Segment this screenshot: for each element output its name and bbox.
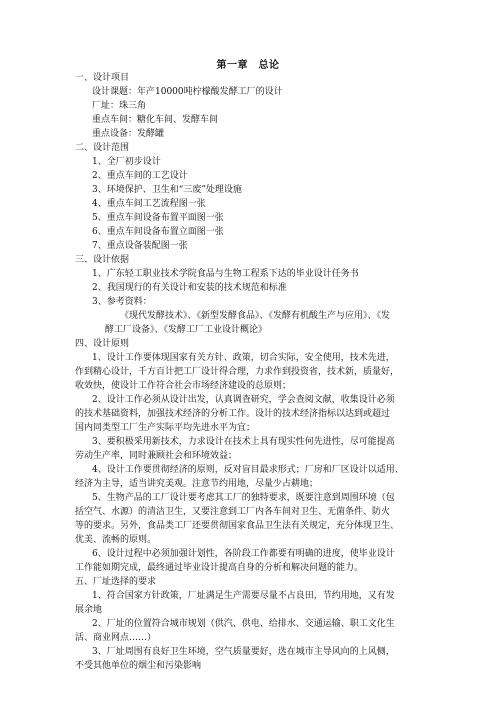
text-line: 优美、流畅的原则。 xyxy=(75,535,157,545)
text-line: 三、设计依据 xyxy=(75,255,130,265)
text-line: 2、重点车间的工艺设计 xyxy=(92,171,188,181)
text-line: 《现代发酵技术》、《新型发酵食品》、《发酵有机酸生产与应用》、《发 xyxy=(120,311,391,321)
text-line: 酵工厂设备》、《发酵工厂工业设计概论》 xyxy=(105,325,268,335)
text-line: 2、设计工作必须从设计出发，认真调查研究，学会查阅文献，收集设计必须 xyxy=(92,395,395,405)
text-line: 1、设计工作要体现国家有关方针、政策，切合实际，安全使用，技术先进， xyxy=(92,353,395,363)
text-line: 6、设计过程中必须加强计划性，各阶段工作都要有明确的进度，使毕业设计 xyxy=(92,549,395,559)
text-line: 重点车间：糖化车间、发酵车间 xyxy=(92,115,219,125)
text-line: 7、重点设备装配图一张 xyxy=(92,241,188,251)
text-line: 等的要求。另外，食品类工厂还要贯彻国家食品卫生法有关规定，充分体现卫生、 xyxy=(75,521,400,531)
text-line: 5、生物产品的工厂设计要考虑其工厂的独特要求，既要注意到周围环境（包 xyxy=(92,493,395,503)
text-line: 3、环境保护、卫生和“三废”处理设施 xyxy=(92,185,242,195)
text-line: 一、设计项目 xyxy=(75,73,130,83)
text-line: 经济为主导，适当讲究美观。注意节约用地，尽量少占耕地； xyxy=(75,479,319,489)
text-line: 3、参考资料： xyxy=(92,297,152,307)
text-line: 4、重点车间工艺流程图一张 xyxy=(92,199,206,209)
text-line: 二、设计范围 xyxy=(75,143,130,153)
text-line: 四、设计原则 xyxy=(75,339,130,349)
text-line: 展余地 xyxy=(75,605,103,615)
text-line: 国内同类型工厂生产实际平均先进水平为宜； xyxy=(75,423,256,433)
text-line: 括空气、水源）的清洁卫生，又要注意到工厂内各车间对卫生、无菌条件、防火 xyxy=(75,507,391,517)
text-line: 收效快，使设计工作符合社会市场经济建设的总原则； xyxy=(75,381,292,391)
text-line: 2、厂址的位置符合城市规划（供汽、供电、给排水、交通运输、职工文化生 xyxy=(92,619,395,629)
text-line: 3、厂址周围有良好卫生环境，空气质量要好，选在城市主导风向的上风侧， xyxy=(92,647,395,657)
text-line: 五、厂址选择的要求 xyxy=(75,577,157,587)
text-line: 1、广东轻工职业技术学院食品与生物工程系下达的毕业设计任务书 xyxy=(92,269,359,279)
text-line: 厂址：珠三角 xyxy=(92,101,147,111)
text-line: 设计课题：年产10000吨柠檬酸发酵工厂的设计 xyxy=(92,87,283,97)
chapter-title: 第一章 总论 xyxy=(216,60,280,71)
text-line: 活、商业网点……） xyxy=(75,633,157,643)
text-line: 1、符合国家方针政策，厂址满足生产需要尽量不占良田，节约用地，又有发 xyxy=(92,591,395,601)
text-line: 不受其他单位的烟尘和污染影响 xyxy=(75,661,202,671)
text-line: 6、重点车间设备布置立面图一张 xyxy=(92,227,224,237)
text-line: 工作能如期完成，最终通过毕业设计提高自身的分析和解决问题的能力。 xyxy=(75,563,364,573)
text-line: 劳动生产率，同时兼顾社会和环境效益； xyxy=(75,451,238,461)
text-line: 重点设备：发酵罐 xyxy=(92,129,165,139)
text-line: 5、重点车间设备布置平面图一张 xyxy=(92,213,224,223)
text-line: 1、全厂初步设计 xyxy=(92,157,161,167)
text-line: 的技术基础资料，加强技术经济的分析工作。设计的技术经济指标以达到或超过 xyxy=(75,409,391,419)
text-line: 3、要积极采用新技术，力求设计在技术上具有现实性何先进性，尽可能提高 xyxy=(92,437,395,447)
text-line: 2、我国现行的有关设计和安装的技术规范和标准 xyxy=(92,283,287,293)
text-line: 4、设计工作要贯彻经济的原则，反对盲目最求形式；厂房和厂区设计以适用、 xyxy=(92,465,404,475)
text-line: 作到精心设计，千方百计把工厂设计得合理，力求作到投资省，技术新，质量好， xyxy=(75,367,400,377)
